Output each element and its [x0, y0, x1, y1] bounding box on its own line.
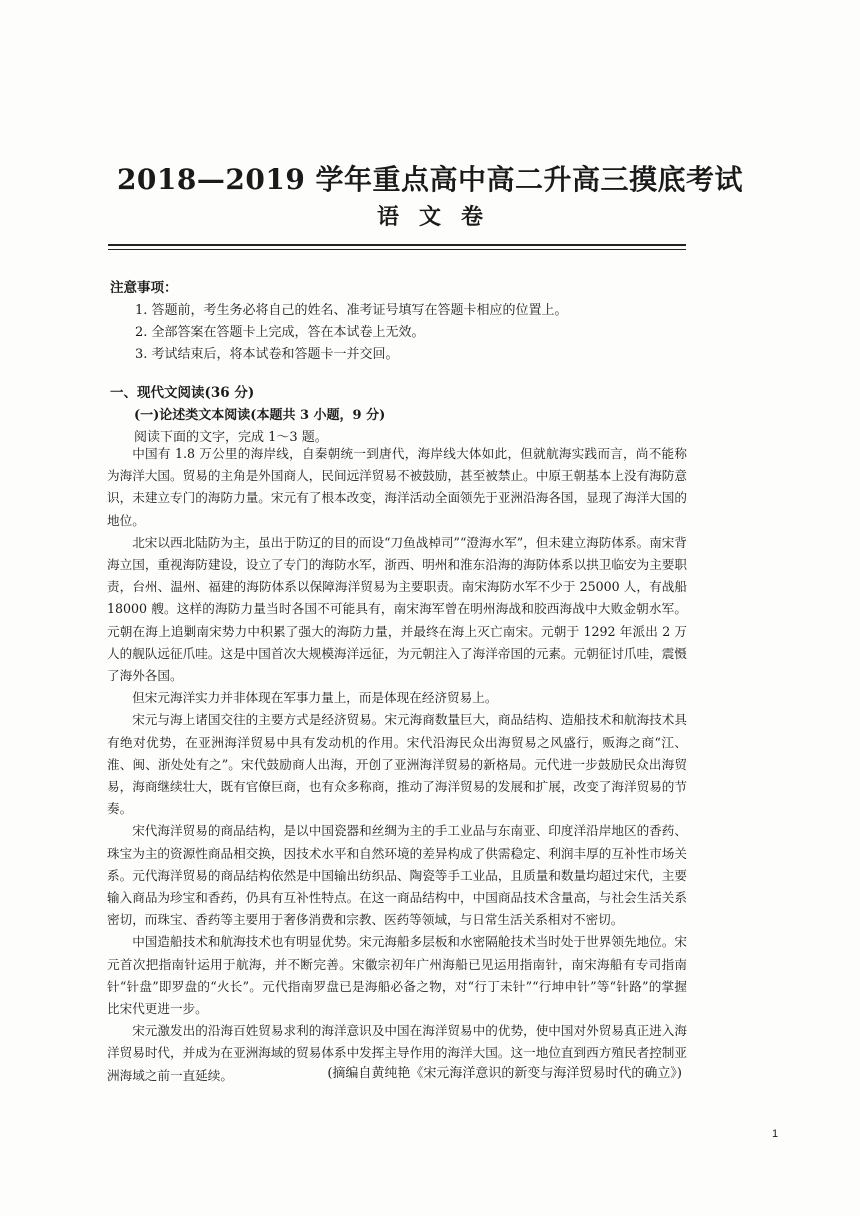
passage-paragraph: 中国有 1.8 万公里的海岸线，自秦朝统一到唐代，海岸线大体如此，但就航海实践而言，尚不能称为海洋大国。贸易的主角是外国商人，民间远洋贸易不被鼓励，甚至被禁止。中原王朝基本上没有海防意识，未建立专门的海防力量。宋元有了根本改变，海洋活动全面领先于亚洲沿海各国，显现了海洋大国的地位。 — [107, 446, 687, 528]
notice-item: 2. 全部答案在答题卡上完成，答在本试卷上无效。 — [135, 325, 425, 340]
exam-title: 2018—2019 学年重点高中高二升高三摸底考试 — [116, 163, 744, 196]
passage-paragraph: 但宋元海洋实力并非体现在军事力量上，而是体现在经济贸易上。 — [132, 690, 498, 706]
subsection-heading: (一)论述类文本阅读(本题共 3 小题，9 分) — [134, 408, 386, 423]
notice-item: 1. 答题前，考生务必将自己的姓名、准考证号填写在答题卡相应的位置上。 — [135, 303, 568, 318]
section-heading: 一、现代文阅读(36 分) — [110, 385, 255, 401]
header-rule-thick — [108, 244, 686, 246]
header-rule-thin — [108, 249, 686, 250]
passage-paragraph: 北宋以西北陆防为主，虽出于防辽的目的而设“刀鱼战棹司”“澄海水军”，但未建立海防体系。南宋背海立国，重视海防建设，设立了专门的海防水军，浙西、明州和淮东沿海的海防体系以拱卫临安为主要职责，台州、温州、福建的海防体系以保障海洋贸易为主要职责。南宋海防水军不少于 25000 人，有战船 18000 艘。这样的海防力量当时各国不可能具有，南宋海军曾在明州海战和胶西海战中大败金朝水军。元朝在海上追剿南宋势力中积累了强大的海防力量，并最终在海上灭亡南宋。元朝于 1292 年派出 2 万人的舰队远征爪哇。这是中国首次大规模海洋远征，为元朝注入了海洋帝国的元素。元朝征讨爪哇，震慑了海外各国。 — [107, 534, 687, 684]
notice-heading: 注意事项： — [110, 280, 178, 296]
exam-subtitle: 语文卷 — [376, 204, 503, 230]
passage-paragraph: 宋元与海上诸国交往的主要方式是经济贸易。宋元海商数量巨大，商品结构、造船技术和航海技术具有绝对优势，在亚洲海洋贸易中具有发动机的作用。宋代沿海民众出海贸易之风盛行，贩海之商“江、淮、闽、浙处处有之”。宋代鼓励商人出海，开创了亚洲海洋贸易的新格局。元代进一步鼓励民众出海贸易，海商继续壮大，既有官僚巨商，也有众多称商，推动了海洋贸易的发展和扩展，改变了海洋贸易的节奏。 — [107, 712, 687, 817]
passage-source: (摘编自黄纯艳《宋元海洋意识的新变与海洋贸易时代的确立》) — [327, 1066, 682, 1081]
passage-paragraph: 宋元激发出的沿海百姓贸易求利的海洋意识及中国在海洋贸易中的优势，使中国对外贸易真正进入海洋贸易时代，并成为在亚洲海域的贸易体系中发挥主导作用的海洋大国。这一地位直到西方殖民者控制亚洲海域之前一直延续。 — [107, 1023, 687, 1083]
reading-instruction: 阅读下面的文字，完成 1～3 题。 — [134, 430, 328, 445]
notice-item: 3. 考试结束后，将本试卷和答题卡一并交回。 — [135, 347, 399, 362]
passage-paragraph: 宋代海洋贸易的商品结构，是以中国瓷器和丝绸为主的手工业品与东南亚、印度洋沿岸地区的香药、珠宝为主的资源性商品相交换，因技术水平和自然环境的差异构成了供需稳定、利润丰厚的互补性市场关系。元代海洋贸易的商品结构依然是中国输出纺织品、陶瓷等手工业品，且质量和数量均超过宋代，主要输入商品为珍宝和香药，仍具有互补性特点。在这一商品结构中，中国商品技术含量高，与社会生活关系密切，而珠宝、香药等主要用于奢侈消费和宗教、医药等领域，与日常生活关系相对不密切。 — [107, 823, 687, 928]
page-number: 1 — [772, 1128, 779, 1140]
passage-paragraph: 中国造船技术和航海技术也有明显优势。宋元海船多层板和水密隔舱技术当时处于世界领先地位。宋元首次把指南针运用于航海，并不断完善。宋徽宗初年广州海船已见运用指南针，南宋海船有专司指南针“针盘”即罗盘的“火长”。元代指南罗盘已是海船必备之物，对“行丁未针”“行坤申针”等“针路”的掌握比宋代更进一步。 — [107, 934, 687, 1017]
reading-passage — [107, 443, 687, 1087]
